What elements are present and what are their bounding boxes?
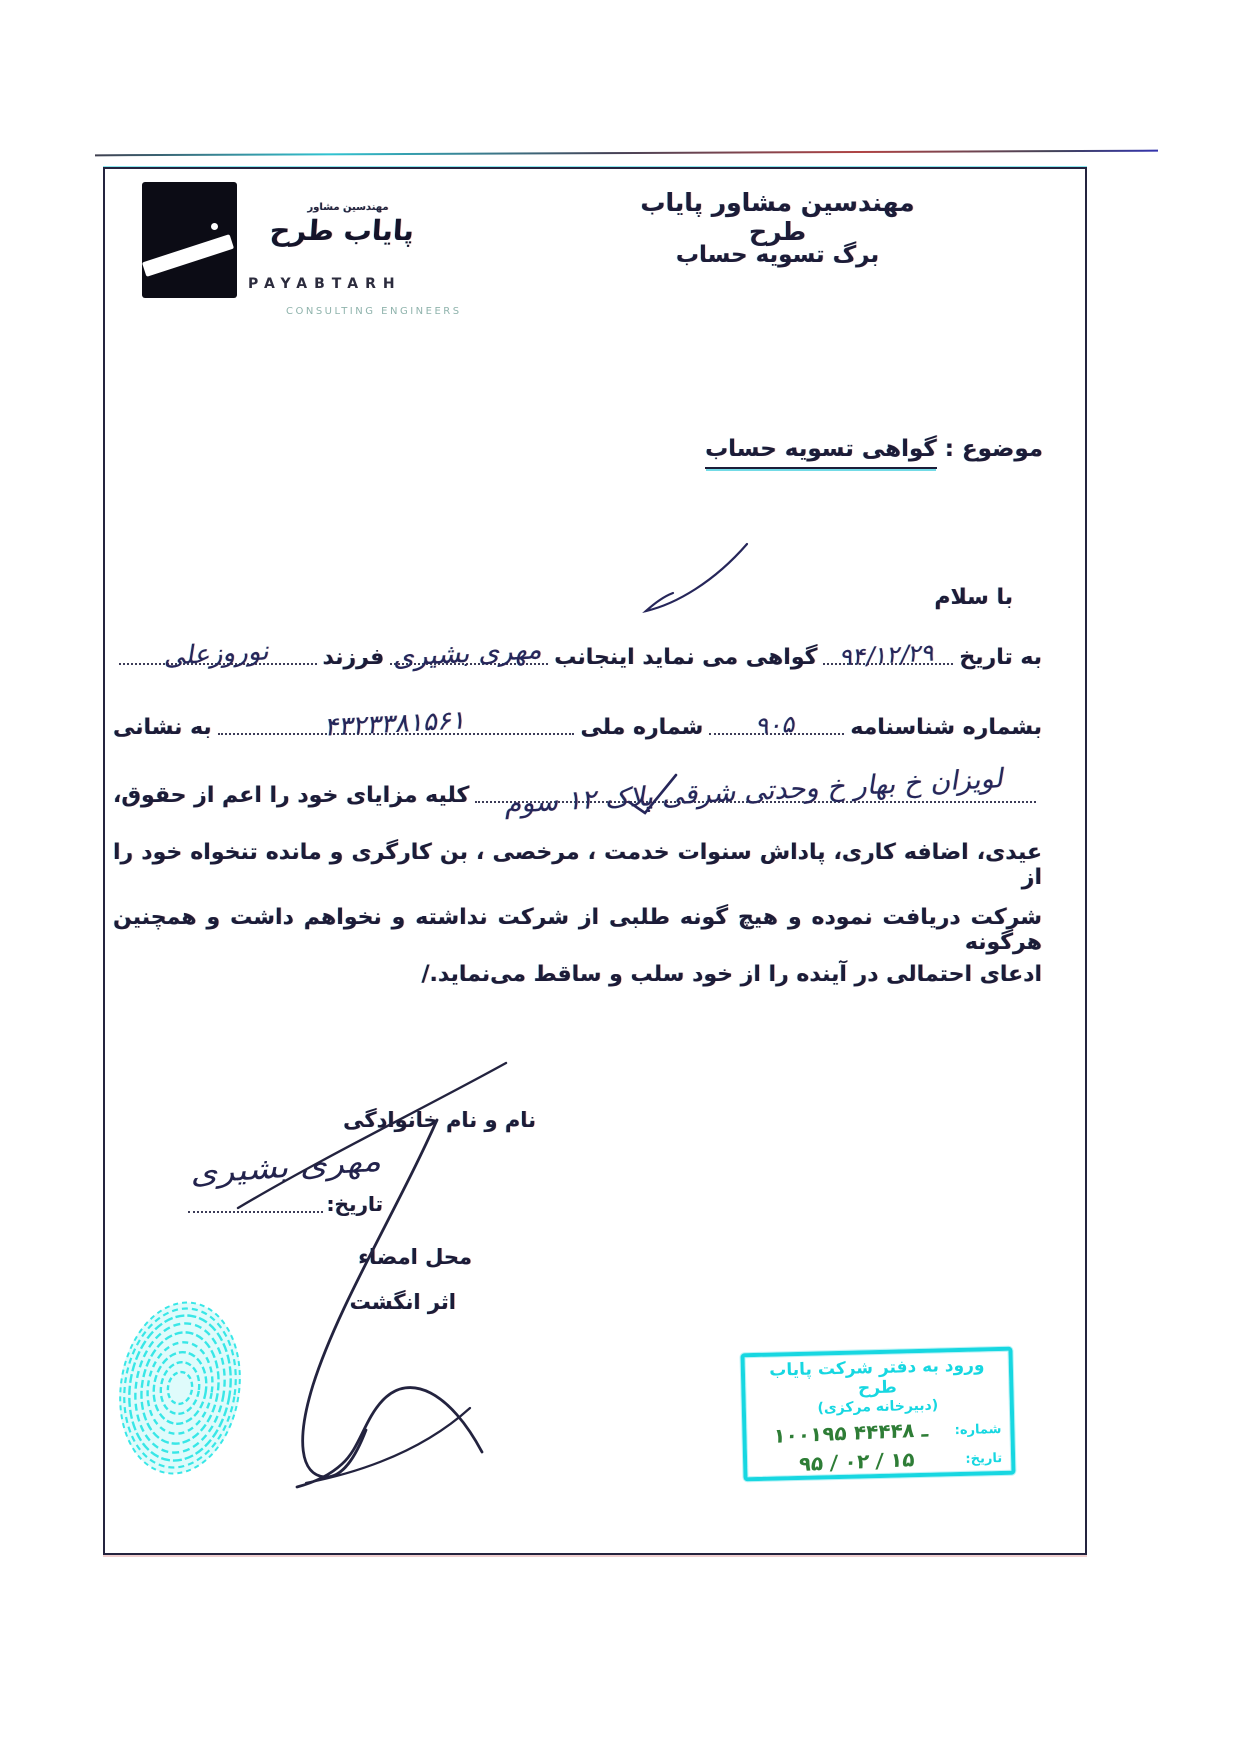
stamp-number-row xyxy=(755,1417,1002,1447)
handwritten-father-name: نوروزعلی xyxy=(162,636,273,672)
line2-text-1: بشماره شناسنامه xyxy=(850,715,1042,740)
date-label xyxy=(188,1192,383,1216)
body-line-2 xyxy=(113,704,1042,743)
line2-text-3: به نشانی xyxy=(113,715,212,740)
logo-dot-shape xyxy=(211,223,218,230)
stamp-date-label: تاریخ: xyxy=(965,1450,1003,1467)
body-line-3 xyxy=(113,763,1042,820)
subject-label: موضوع : xyxy=(944,436,1043,462)
line1-text-3: فرزند xyxy=(322,645,385,670)
handwritten-address: لویزان خ بهار خ وحدتی شرقی پلاک ۱۲ سوم xyxy=(503,763,1008,820)
address-blank xyxy=(475,763,1036,820)
subject-value: گواهی تسویه حساب xyxy=(705,436,937,469)
stamp-subtitle: (دبیرخانه مرکزی) xyxy=(817,1397,939,1417)
stamp-date-value: ۹۵ / ۰۲ / ۱۵ xyxy=(798,1447,916,1477)
body-line-4: عیدی، اضافه کاری، پاداش سنوات خدمت ، مرخصی ، بن کارگری و مانده تنخواه خود را از xyxy=(113,840,1042,890)
stamp-date-row xyxy=(756,1446,1003,1476)
form-title: برگ تسویه حساب xyxy=(675,242,880,268)
fingerprint-label: اثر انگشت xyxy=(349,1290,456,1314)
company-title: مهندسین مشاور پایاب طرح xyxy=(640,188,915,246)
logo-english-subtitle: CONSULTING ENGINEERS xyxy=(286,306,462,317)
handwritten-signature-name: مهری بشیری xyxy=(189,1143,387,1192)
company-logo-mark xyxy=(142,182,237,298)
father-name-blank xyxy=(119,636,317,672)
handwritten-id-number: ۹۰۵ xyxy=(755,710,799,740)
id-number-blank xyxy=(709,710,844,740)
handwritten-national-id: ۴۳۲۳۳۸۱۵۶۱ xyxy=(323,705,470,743)
line3-text-1: کلیه مزایای خود را اعم از حقوق، xyxy=(113,783,470,808)
signature-place-label: محل امضاء xyxy=(358,1245,472,1269)
line1-text-1: به تاریخ xyxy=(959,645,1042,670)
logo-english-wordmark: PAYABTARH xyxy=(248,276,402,292)
handwritten-date: ۹۴/۱۲/۲۹ xyxy=(838,638,938,672)
stamp-number-value: ۱۰۰۱۹۵ ـ ۴۴۴۴۸ xyxy=(772,1417,930,1449)
logo-small-farsi-text: مهندسین مشاور xyxy=(307,202,389,213)
secretariat-entry-stamp xyxy=(740,1347,1015,1482)
date-label-text: تاریخ: xyxy=(326,1192,383,1216)
stamp-number-label: شماره: xyxy=(954,1421,1002,1438)
line2-text-2: شماره ملی xyxy=(580,715,704,740)
date-blank xyxy=(823,638,953,672)
logo-slash-shape xyxy=(142,234,234,277)
national-id-blank xyxy=(218,705,575,743)
name-blank xyxy=(390,634,548,673)
salutation: با سلام xyxy=(934,585,1013,610)
handwritten-name: مهری بشیری xyxy=(392,634,547,673)
date-dotted-line xyxy=(188,1205,323,1213)
body-line-5: شرکت دریافت نموده و هیچ گونه طلبی از شرکت نداشته و نخواهم داشت و همچنین هرگونه xyxy=(113,905,1042,955)
scan-artifact-line xyxy=(95,150,1158,157)
body-line-1 xyxy=(113,634,1042,673)
subject-line xyxy=(560,436,1043,469)
line1-text-2: گواهی می نماید اینجانب xyxy=(554,645,818,670)
stamp-title: ورود به دفتر شرکت پایاب طرح xyxy=(769,1355,985,1399)
full-name-label: نام و نام خانوادگی xyxy=(343,1108,536,1132)
logo-farsi-wordmark: پایاب طرح xyxy=(268,214,416,247)
body-line-6: ادعای احتمالی در آینده را از خود سلب و ساقط می‌نماید./ xyxy=(421,962,1042,987)
